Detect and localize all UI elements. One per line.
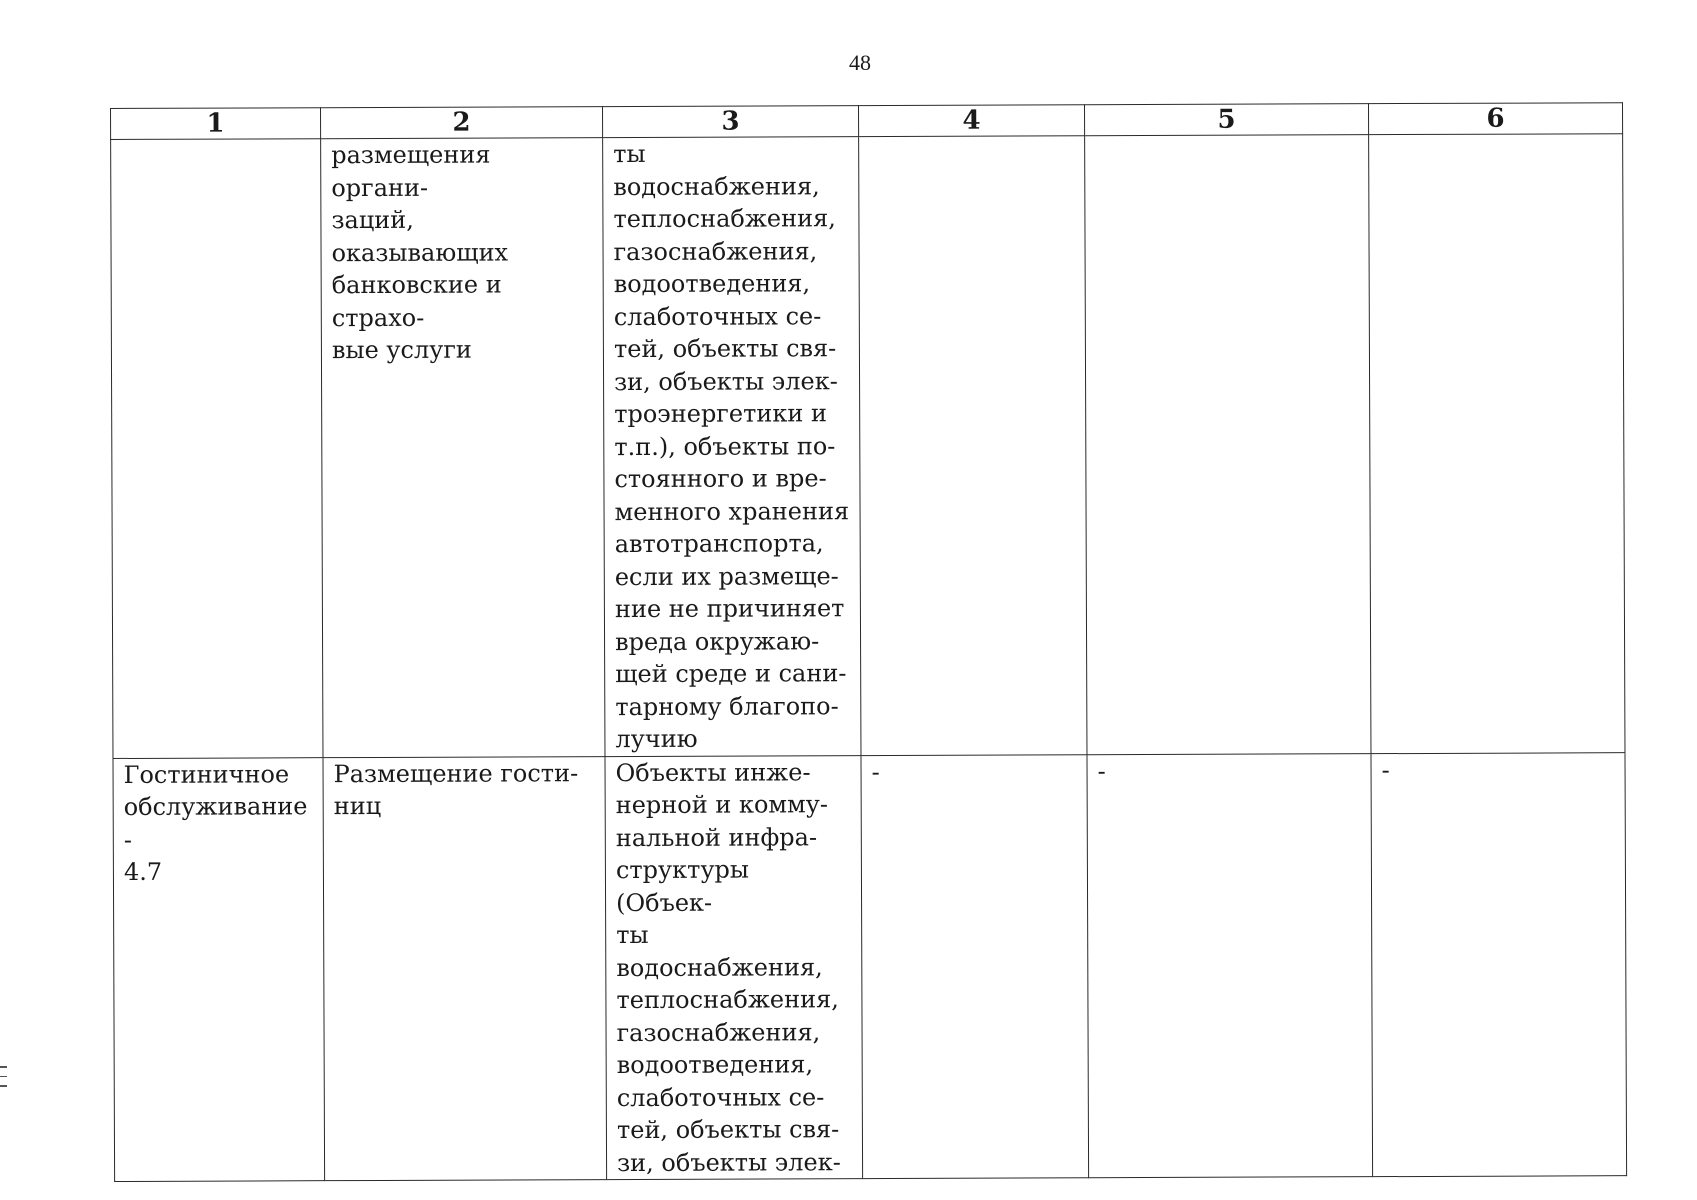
table-cell	[323, 756, 607, 1181]
margin-mark	[0, 1066, 7, 1068]
cell-text: Гостиничное обслуживание- 4.7	[123, 759, 308, 886]
regulations-table	[110, 102, 1627, 1182]
table-cell	[1087, 753, 1373, 1178]
table-cell	[1371, 752, 1627, 1176]
column-header-6: 6	[1368, 103, 1622, 135]
table-cell	[321, 138, 605, 758]
column-header-4: 4	[858, 105, 1084, 137]
table-cell	[113, 757, 325, 1181]
table-row	[111, 134, 1625, 758]
column-header-5: 5	[1084, 104, 1368, 136]
cell-text	[1379, 134, 1612, 135]
margin-marks	[0, 1066, 8, 1095]
cell-text: -	[1097, 756, 1106, 785]
table-cell	[861, 754, 1089, 1178]
table-cell	[603, 137, 861, 756]
cell-text: Размещение гости- ниц	[333, 758, 579, 821]
column-header-2: 2	[321, 107, 603, 139]
table-cell	[1369, 134, 1625, 753]
margin-mark	[0, 1085, 7, 1087]
column-header-1: 1	[111, 108, 321, 140]
table-cell	[859, 136, 1087, 755]
cell-text: размещения органи- заций, оказывающих банковские и страхо- вые услуги	[331, 140, 509, 365]
cell-text: ты водоснабжения, теплоснабжения, газоснабжения, водоотведения, слаботочных се- тей, объекты свя- зи, объекты элек- троэнергетики и т.п.), объекты по- стоянного и вре- менного хранения автотранспорта, если их размеще- ние не причиняет вреда окружаю- щей среде и сани- тарному благопо- лучию	[613, 139, 850, 754]
cell-text	[869, 136, 1074, 137]
table-cell	[111, 139, 323, 758]
column-header-3: 3	[602, 106, 858, 138]
cell-text: -	[871, 757, 880, 786]
cell-text	[121, 139, 310, 140]
cell-text: -	[1381, 755, 1390, 784]
page-number: 48	[849, 50, 871, 75]
cell-text: Объекты инже- нерной и комму- нальной инфра- структуры (Объек- ты водоснабжения, теплоснабжения, газоснабжения, водоотведения, слаботочных се- тей, объекты свя- зи, объекты элек-	[615, 757, 841, 1177]
table-cell	[605, 755, 863, 1179]
table-cell	[1085, 135, 1371, 755]
cell-text	[1095, 135, 1358, 136]
table-row	[113, 752, 1627, 1181]
margin-mark	[0, 1076, 7, 1078]
